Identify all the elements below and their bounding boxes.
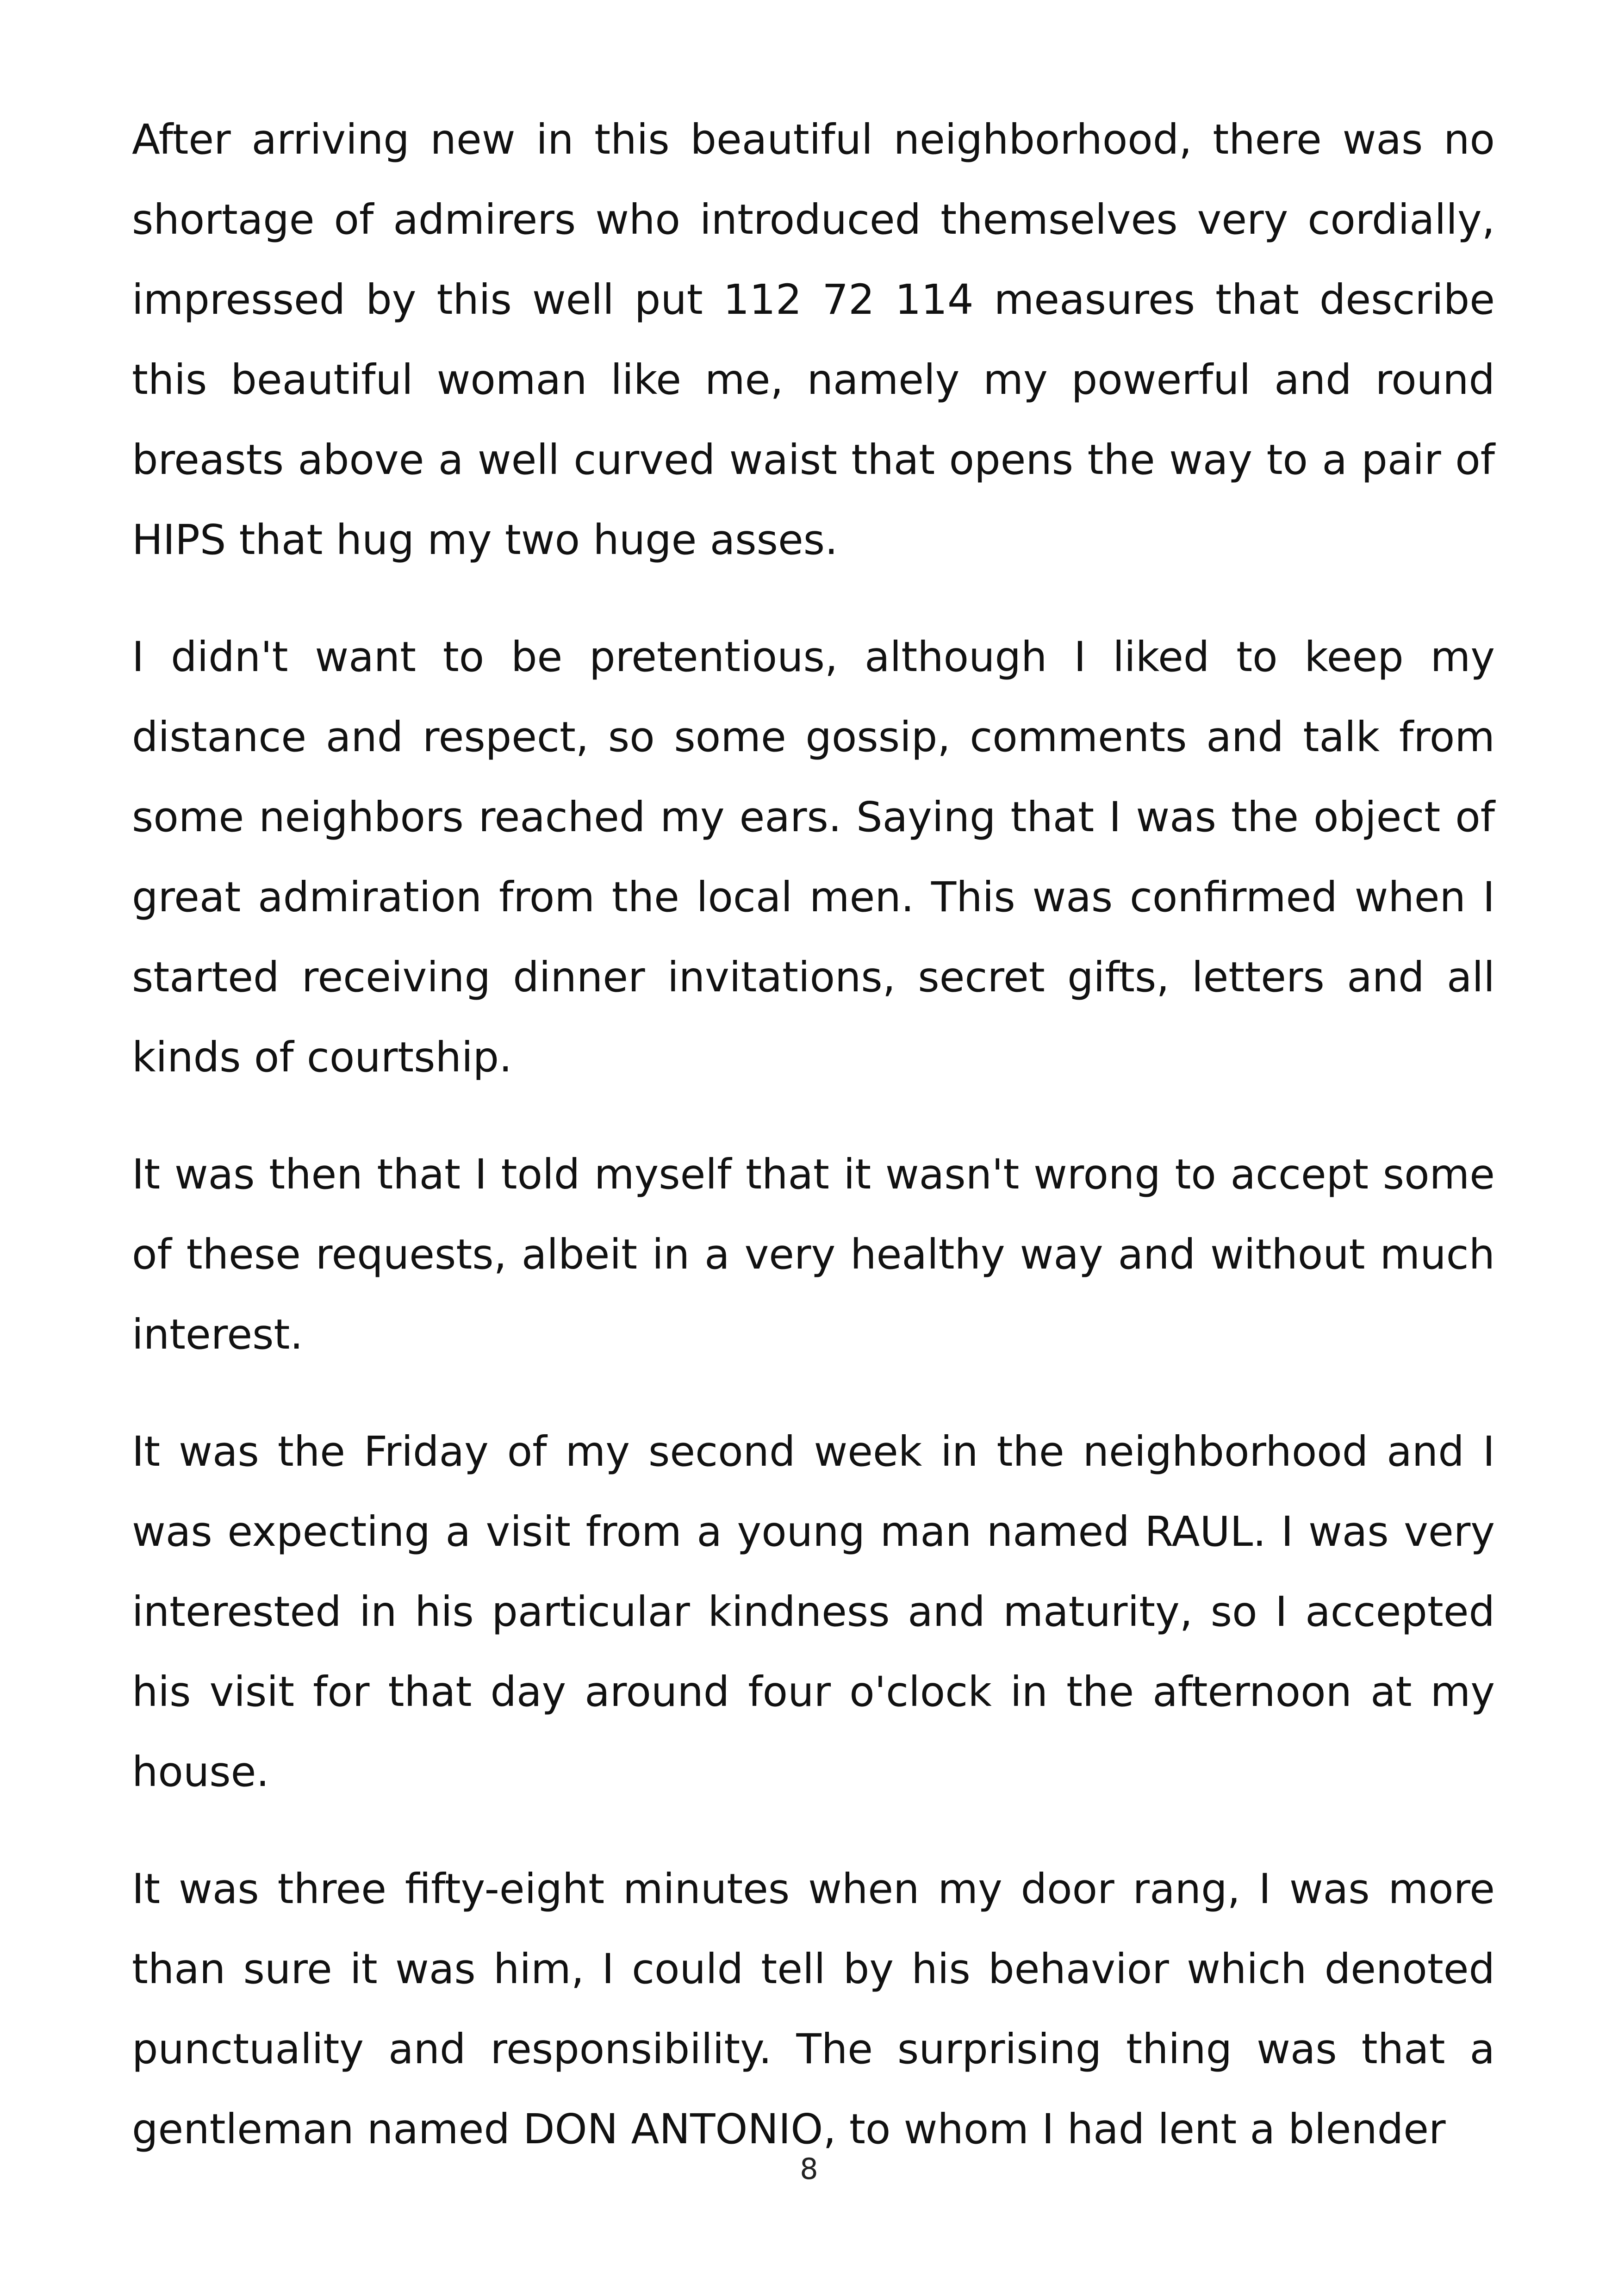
body-text — [132, 100, 1495, 2206]
paragraph-4: It was the Friday of my second week in the neighborhood and I was expecting a visit from a young man named RAUL. I was very interested in his particular kindness and maturity, so I accepted his visit for that day around four o'clock in the afternoon at my house. — [132, 1427, 1495, 1796]
paragraph-1: After arriving new in this beautiful neighborhood, there was no shortage of admirers who introduced themselves very cordially, impressed by this well put 112 72 114 measures that describe this beautiful woman like me, namely my powerful and round breasts above a well curved waist that opens the way to a pair of HIPS that hug my two huge asses. — [132, 115, 1495, 564]
page-number: 8 — [800, 2152, 818, 2186]
paragraph-5: It was three fifty-eight minutes when my door rang, I was more than sure it was him, I could tell by his behavior which denoted punctuality and responsibility. The surprising thing was that a gentleman named DON ANTONIO, to whom I had lent a blender — [132, 1865, 1495, 2153]
paragraph-2: I didn't want to be pretentious, although I liked to keep my distance and respect, so some gossip, comments and talk from some neighbors reached my ears. Saying that I was the object of great admiration from the local men. This was confirmed when I started receiving dinner invitations, secret gifts, letters and all kinds of courtship. — [132, 633, 1495, 1081]
paragraph-3: It was then that I told myself that it wasn't wrong to accept some of these requests, albeit in a very healthy way and without much interest. — [132, 1150, 1495, 1358]
